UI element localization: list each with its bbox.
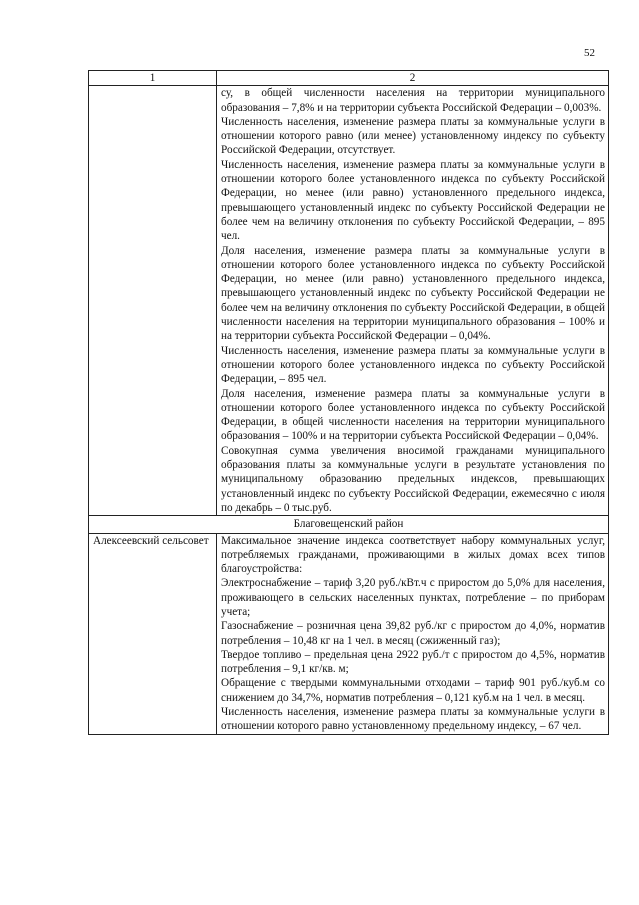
paragraph: Твердое топливо – предельная цена 2922 руб./т с приростом до 4,5%, норматив потребления – 9,1 кг/кв. м; [221, 648, 605, 676]
paragraph: су, в общей численности населения на территории муниципального образования – 7,8% и на территории субъекта Российской Федерации – 0,003%. [221, 87, 605, 114]
paragraph: Доля населения, изменение размера платы за коммунальные услуги в отношении которого более установленного индекса по субъекту Российской Федерации, но менее (или равно) установленного предельного индекса, превышающего установленный индекс по субъекту Российской Федерации не более чем на величину отклонения по субъекту Российской Федерации, в общей численности населения на территории муниципального образования – 100% и на территории субъекта Российской Федерации – 0,04%. [221, 244, 605, 343]
entry-row [89, 533, 609, 734]
paragraph: Максимальное значение индекса соответствует набору коммунальных услуг, потребляемых гражданами, проживающими в жилых домах всех типов благоустройства: [221, 534, 605, 576]
continuation-empty-cell [89, 86, 217, 516]
table-header-row [89, 71, 609, 86]
document-table [88, 70, 609, 735]
continuation-row [89, 86, 609, 516]
paragraph: Обращение с твердыми коммунальными отходами – тариф 901 руб./куб.м со снижением до 34,7%, норматив потребления – 0,121 куб.м на 1 чел. в месяц. [221, 677, 605, 704]
paragraph: Численность населения, изменение размера платы за коммунальные услуги в отношении которого более установленного индекса по субъекту Российской Федерации, но менее (или равно) установленного предельного индекса, превышающего установленный индекс по субъекту Российской Федерации не более чем на величину отклонения по субъекту Российской Федерации, – 895 чел. [221, 158, 605, 243]
continuation-text-cell [217, 86, 609, 516]
paragraph: Численность населения, изменение размера платы за коммунальные услуги в отношении которого равно установленному предельному индексу, – 67 чел. [221, 706, 605, 733]
column-header-2: 2 [217, 71, 609, 86]
entry-text-cell [217, 533, 609, 734]
paragraph: Электроснабжение – тариф 3,20 руб./кВт.ч с приростом до 5,0% для населения, проживающего в сельских населенных пунктах, потребление – по приборам учета; [221, 577, 605, 618]
municipality-name: Алексеевский сельсовет [89, 533, 217, 734]
paragraph: Численность населения, изменение размера платы за коммунальные услуги в отношении которого равно (или менее) установленному индексу по субъекту Российской Федерации, отсутствует. [221, 115, 605, 157]
page-number: 52 [584, 47, 595, 59]
paragraph: Совокупная сумма увеличения вносимой гражданами муниципального образования платы за коммунальные услуги в результате установления по муниципальному образованию предельных индексов, превышающих установленный индекс по субъекту Российской Федерации, ежемесячно с июля по декабрь – 0 тыс.руб. [221, 444, 605, 514]
paragraph: Доля населения, изменение размера платы за коммунальные услуги в отношении которого более установленного индекса по субъекту Российской Федерации, в общей численности населения на территории муниципального образования – 100% и на территории субъекта Российской Федерации – 0,04%. [221, 387, 605, 443]
column-header-1: 1 [89, 71, 217, 86]
section-title: Благовещенский район [89, 516, 609, 533]
paragraph: Численность населения, изменение размера платы за коммунальные услуги в отношении которого более установленного индекса по субъекту Российской Федерации, – 895 чел. [221, 344, 605, 386]
section-row [89, 516, 609, 533]
paragraph: Газоснабжение – розничная цена 39,82 руб./кг с приростом до 4,0%, норматив потребления – 10,48 кг на 1 чел. в месяц (сжиженный газ); [221, 620, 605, 647]
